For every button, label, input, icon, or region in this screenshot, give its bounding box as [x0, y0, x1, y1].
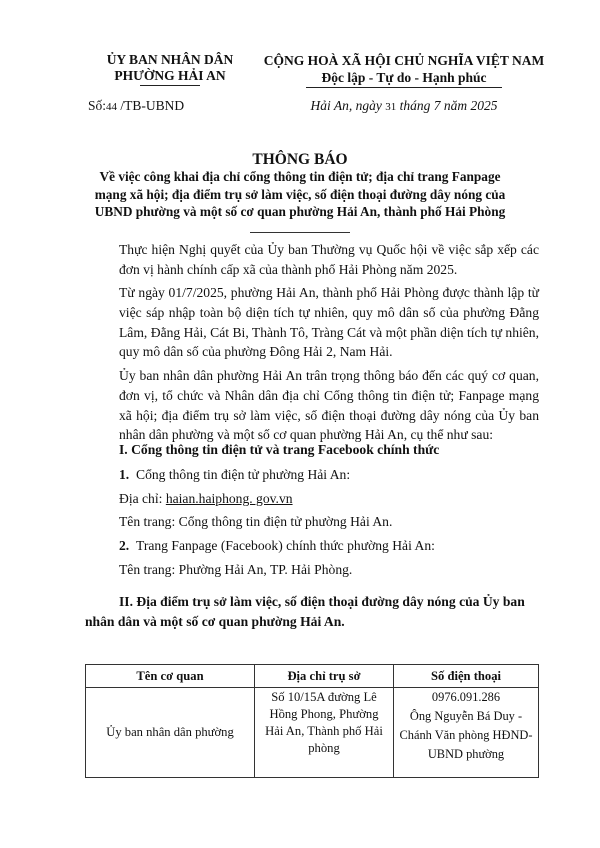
- section2-line1: II. Địa điểm trụ sở làm việc, số điện thoại đường dây nóng của Ủy ban: [119, 594, 525, 609]
- document-subtitle: [62, 168, 538, 221]
- agency-address: Số 10/15A đường Lê Hồng Phong, Phường Hải An, Thành phố Hải phòng: [255, 688, 394, 778]
- document-number: [88, 98, 184, 114]
- section2-line2: nhân dân và một số cơ quan phường Hải An.: [85, 614, 345, 629]
- date-prefix: Hải An, ngày: [310, 98, 382, 113]
- portal-address: [119, 489, 293, 508]
- date-day: 31: [385, 101, 397, 113]
- national-motto: [262, 52, 546, 88]
- title-separator: [250, 232, 350, 233]
- subtitle-line2: mạng xã hội; địa điểm trụ sở làm việc, số điện thoại đường dây nóng của: [94, 186, 506, 202]
- paragraph-3-text: Ủy ban nhân dân phường Hải An trân trọng thông báo đến các quý cơ quan, đơn vị, tổ chức và Nhân dân địa chỉ Cổng thông tin điện tử; Fanpage mạng xã hội; địa điểm trụ sở làm việc, số điện thoại đường dây nóng của Ủy ban nhân dân phường và một số cơ quan phường Hải An, cụ thể như sau:: [119, 368, 539, 443]
- agency-name: Ủy ban nhân dân phường: [86, 688, 255, 778]
- paragraph-2-text: Từ ngày 01/7/2025, phường Hải An, thành phố Hải Phòng được thành lập từ việc sáp nhập toàn bộ diện tích tự nhiên, quy mô dân số của phường Đằng Lâm, Đằng Hải, Cát Bi, Thành Tô, Tràng Cát và một phần diện tích tự nhiên, quy mô dân số của phường Đông Hải 2, Nam Hải.: [119, 285, 539, 360]
- subtitle-line1: Về việc công khai địa chỉ cổng thông tin điện tử; địa chỉ trang Fanpage: [99, 169, 501, 184]
- agency-phone-cell: [394, 688, 539, 778]
- subtitle-line3: UBND phường và một số cơ quan phường Hải An, thành phố Hải Phòng: [94, 204, 506, 219]
- page-name-2: Tên trang: Phường Hải An, TP. Hải Phòng.: [119, 562, 353, 577]
- nation-line1: CỘNG HOÀ XÃ HỘI CHỦ NGHĨA VIỆT NAM: [263, 53, 545, 68]
- page-name-1: Tên trang: Cổng thông tin điện tử phường Hải An.: [119, 514, 393, 529]
- motto-underline: [306, 87, 502, 88]
- paragraph-3: [85, 366, 539, 445]
- section1-heading: I. Cổng thông tin điện tử và trang Facebook chính thức: [119, 442, 440, 457]
- table-row: [86, 688, 539, 778]
- paragraph-1: [85, 240, 539, 280]
- document-title: THÔNG BÁO: [252, 151, 348, 168]
- issuer-underline: [140, 85, 200, 86]
- agency-table: [85, 664, 539, 778]
- number-value: 44: [106, 101, 118, 113]
- col-phone-header: Số điện thoại: [394, 665, 539, 688]
- date-suffix: tháng 7 năm 2025: [399, 98, 498, 113]
- col-address-header: Địa chỉ trụ sở: [255, 665, 394, 688]
- paragraph-2: [85, 283, 539, 362]
- paragraph-1-text: Thực hiện Nghị quyết của Ủy ban Thường vụ Quốc hội về việc sắp xếp các đơn vị hành chính cấp xã của thành phố Hải Phòng năm 2025.: [119, 242, 539, 277]
- col-agency-header: Tên cơ quan: [86, 665, 255, 688]
- section2-heading: [85, 592, 539, 632]
- number-suffix: /TB-UBND: [120, 98, 185, 113]
- nation-line2: Độc lập - Tự do - Hạnh phúc: [321, 70, 487, 85]
- issuer-org: [80, 52, 260, 86]
- item1-number: 1.: [119, 467, 130, 482]
- portal-link[interactable]: haian.haiphong. gov.vn: [165, 491, 293, 506]
- issuer-line2: PHƯỜNG HẢI AN: [114, 68, 226, 83]
- number-prefix: Số:: [88, 98, 107, 113]
- hotline-number: 0976.091.286: [431, 690, 501, 704]
- item2-text: Trang Fanpage (Facebook) chính thức phường Hải An:: [136, 538, 435, 553]
- item2-number: 2.: [119, 538, 130, 553]
- section1-item2: [119, 536, 435, 555]
- contact-person: Ông Nguyễn Bá Duy - Chánh Văn phòng HĐND-UBND phường: [399, 709, 533, 761]
- item1-text: Cổng thông tin điện tử phường Hải An:: [136, 467, 351, 482]
- address-label: Địa chỉ:: [119, 491, 163, 506]
- document-date: [262, 98, 546, 114]
- issuer-line1: ỦY BAN NHÂN DÂN: [106, 52, 234, 67]
- section1-item1: [119, 465, 350, 484]
- table-header-row: [86, 665, 539, 688]
